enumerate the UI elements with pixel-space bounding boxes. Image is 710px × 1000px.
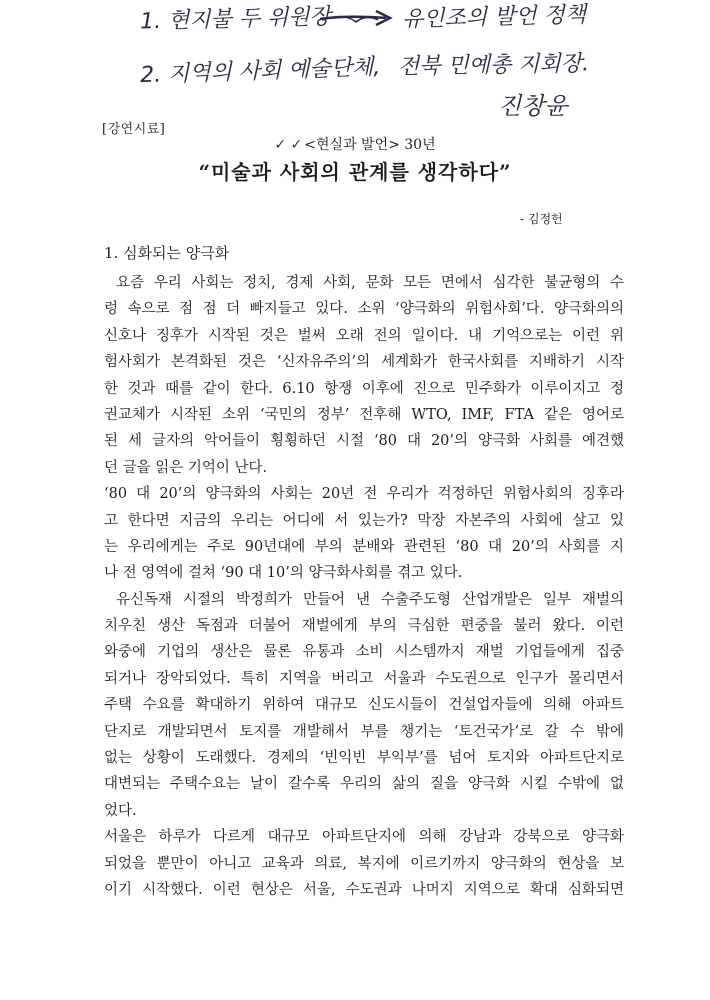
body-line: 었다. bbox=[104, 802, 137, 819]
document-tag: [강연시료] bbox=[102, 122, 166, 137]
body-line: 단지로 개발되면서 토지를 개발해서 부를 챙기는 ‘토건국가’로 갈 수 밖에 bbox=[104, 723, 624, 740]
section-heading: 1. 심화되는 양극화 bbox=[104, 244, 230, 262]
body-line: 와중에 기업의 생산은 물론 유통과 소비 시스템까지 재벌 기업들에게 집중 bbox=[104, 644, 624, 661]
body-line: 이기 시작했다. 이런 현상은 서울, 수도권과 나머지 지역으로 확대 심화되면 bbox=[104, 881, 624, 898]
body-line: 유신독재 시절의 박정희가 만들어 낸 수출주도형 산업개발은 일부 재벌의 bbox=[116, 591, 624, 608]
subtitle bbox=[0, 134, 710, 154]
body-line: 험사회가 본격화된 것은 ‘신자유주의’의 세계화가 한국사회를 지배하기 시작 bbox=[104, 354, 624, 371]
body-line: 신호나 징후가 시작된 것은 벌써 오래 전의 일이다. 내 기억으로는 이런 위 bbox=[104, 327, 624, 344]
body-line: 된 세 글자의 악어들이 횡횡하던 시절 ‘80 대 20’의 양극화 사회를 예견했 bbox=[104, 433, 624, 450]
handwritten-note-4: 전북 민예총 지회장. bbox=[397, 51, 590, 80]
body-line: 대변되는 주택수요는 날이 갈수록 우리의 삶의 질을 양극화 시킬 수밖에 없 bbox=[104, 776, 624, 793]
body-text bbox=[104, 270, 624, 903]
handwritten-note-3: 2. 지역의 사회 예술단체, bbox=[139, 54, 381, 89]
body-line: 나 전 영역에 걸쳐 ‘90 대 10’의 양극화사회를 겪고 있다. bbox=[104, 565, 463, 582]
body-line: 서울은 하루가 다르게 대규모 아파트단지에 의해 강남과 강북으로 양극화 bbox=[104, 829, 624, 846]
page-title: “미술과 사회의 관계를 생각하다” bbox=[198, 160, 512, 184]
arrow-right-icon bbox=[316, 6, 396, 30]
author: - 김정헌 bbox=[520, 212, 563, 226]
body-line: 주택 수요를 확대하기 위하여 대규모 신도시들이 건설업자들에 의해 아파트 bbox=[104, 697, 624, 714]
body-line: 는 우리에게는 주로 90년대에 부의 분배와 관련된 ‘80 대 20’의 사회를 지 bbox=[104, 538, 624, 555]
body-line: 없는 상황이 도래했다. 경제의 ‘빈익빈 부익부’를 넘어 토지와 아파트단지로 bbox=[104, 750, 624, 767]
body-line: 렁 속으로 점 점 더 빠지들고 있다. 소위 ‘양극화의 위험사회’다. 양극화의의 bbox=[104, 301, 624, 318]
check-mark-icon: ✓ ✓ bbox=[274, 137, 303, 153]
body-line: 치우친 생산 독점과 더불어 재벌에게 부의 극심한 편중을 불러 왔다. 이런 bbox=[104, 618, 624, 635]
handwritten-note-1: 1. 현지불 두 위원장 bbox=[139, 4, 332, 35]
handwritten-signature-name: 진창윤 bbox=[498, 92, 568, 120]
subtitle-text: <현실과 발언> 30년 bbox=[304, 137, 436, 153]
handwritten-note-2: 유인조의 발언 정책 bbox=[401, 2, 587, 33]
body-line: ‘80 대 20’의 양극화의 사회는 20년 전 우리가 걱정하던 위험사회의 징후라 bbox=[104, 486, 624, 503]
body-line: 요즘 우리 사회는 정치, 경제 사회, 문화 모든 면에서 심각한 불균형의 수 bbox=[116, 275, 624, 291]
body-line: 고 한다면 지금의 우리는 어디에 서 있는가? 막장 자본주의 사회에 살고 있 bbox=[104, 512, 624, 529]
body-line: 한 것과 때를 같이 한다. 6.10 항쟁 이후에 진으로 민주화가 이루이지고 정 bbox=[104, 380, 624, 397]
body-line: 던 글을 읽은 기억이 난다. bbox=[104, 459, 268, 476]
body-line: 되었을 뿐만이 아니고 교육과 의료, 복지에 이르기까지 양극화의 현상을 보 bbox=[104, 855, 624, 872]
body-line: 되거나 장악되었다. 특히 지역을 버리고 서울과 수도권으로 인구가 몰리면서 bbox=[104, 670, 624, 687]
body-line: 권교체가 시작된 소위 ‘국민의 정부’ 전후해 WTO, IMF, FTA 같은 영어로 bbox=[104, 406, 624, 423]
